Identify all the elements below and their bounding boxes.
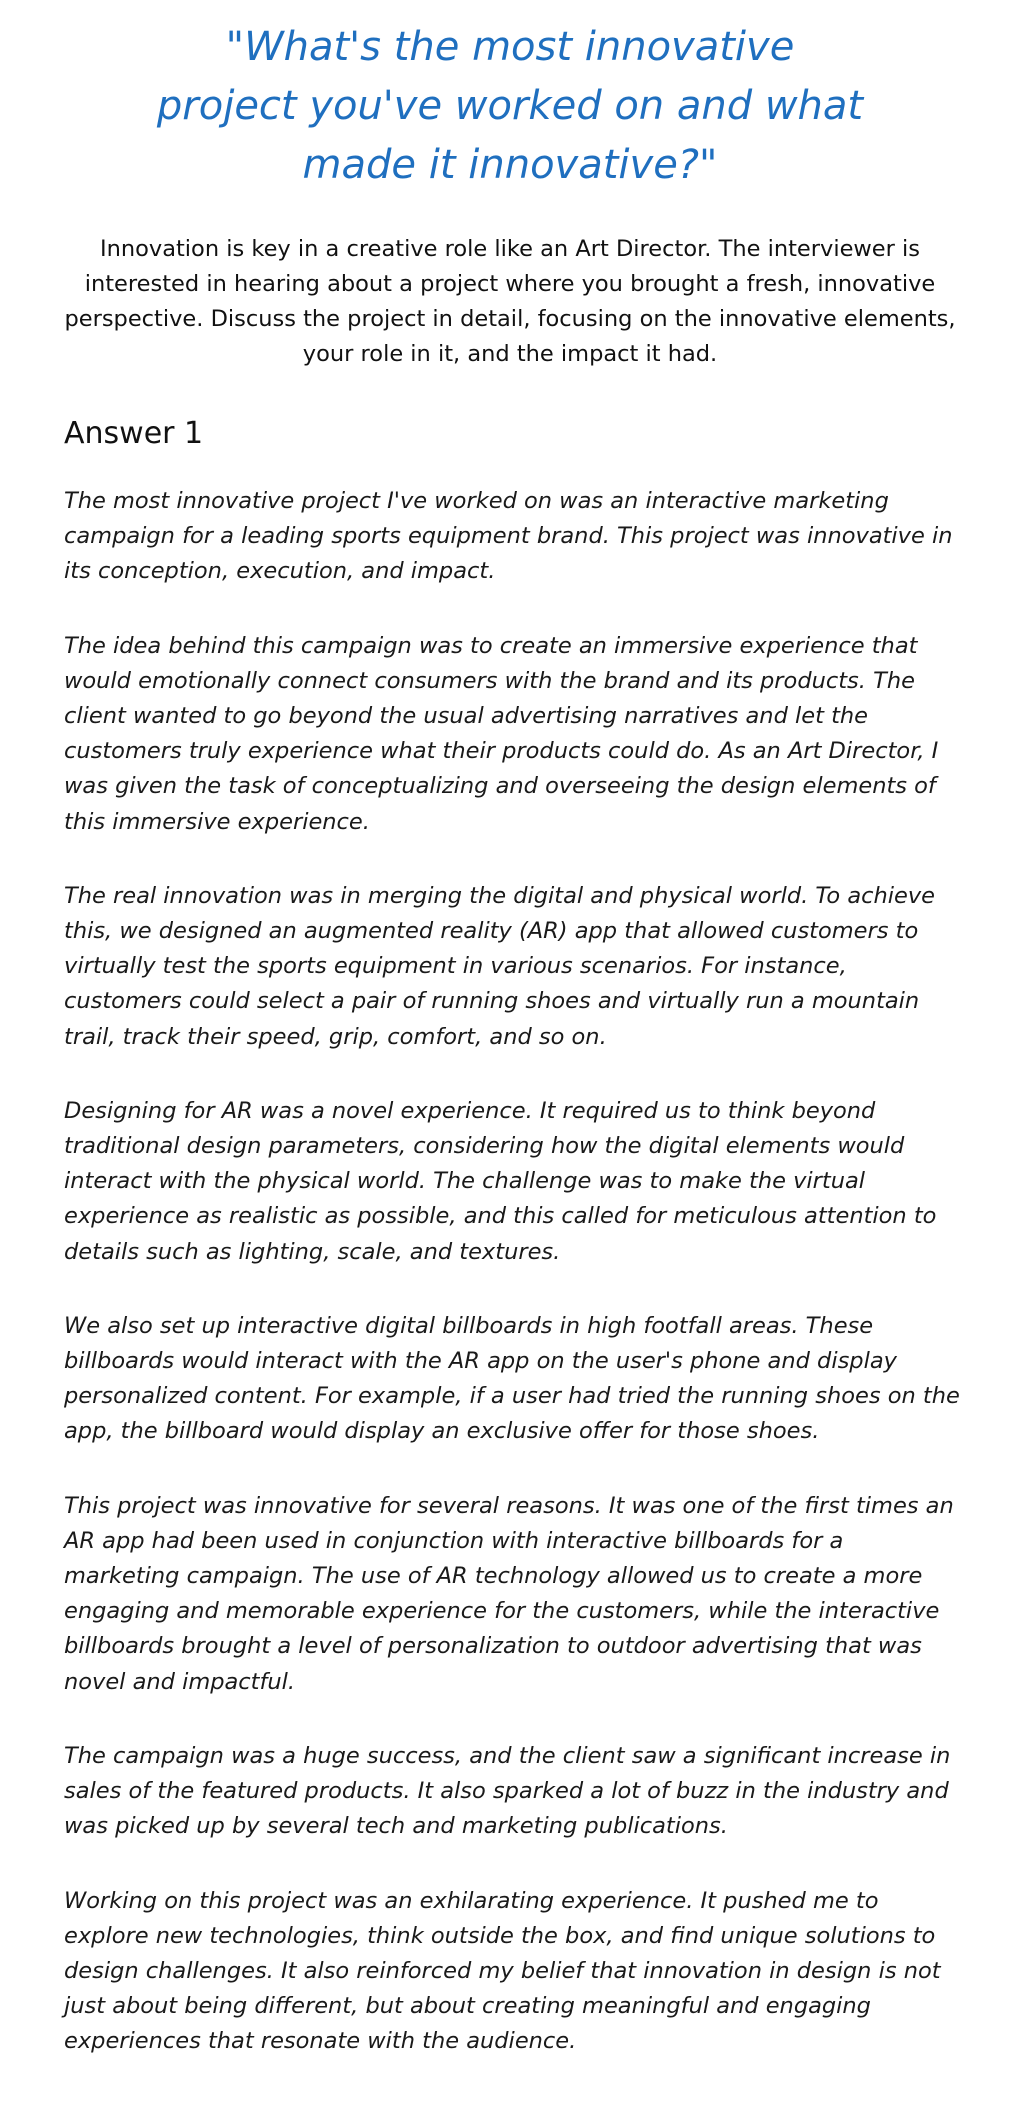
answer-paragraph: The real innovation was in merging the digital and physical world. To achieve this, we designed an augmented reality (AR) app that allowed customers to virtually test the sports equipment in various scenarios. For instance, customers could select a pair of running shoes and virtually run a mountain trail, track their speed, grip, comfort, and so on. <box>64 882 935 1050</box>
answer-paragraph: The idea behind this campaign was to create an immersive experience that would emotionally connect consumers with the brand and its products. The client wanted to go beyond the usual advertising narratives and let the customers truly experience what their products could do. As an Art Director, I was given the task of conceptualizing and overseeing the design elements of this immersive experience. <box>64 632 939 835</box>
question-title: "What's the most innovative project you've worked on and what made it innovative?" <box>156 24 864 188</box>
answer-body <box>64 484 964 2099</box>
answer-paragraph: We also set up interactive digital billboards in high footfall areas. These billboards would interact with the AR app on the user's phone and display personalized content. For example, if a user had tried the running shoes on the app, the billboard would display an exclusive offer for those shoes. <box>64 1312 960 1445</box>
answer-paragraph: The campaign was a huge success, and the client saw a significant increase in sales of the featured products. It also sparked a lot of buzz in the industry and was picked up by several tech and marketing publications. <box>64 1742 951 1840</box>
answer-paragraph: Working on this project was an exhilarating experience. It pushed me to explore new technologies, think outside the box, and find unique solutions to design challenges. It also reinforced my belief that innovation in design is not just about being different, but about creating meaningful and engaging experiences that resonate with the audience. <box>64 1887 941 2055</box>
answer-heading: Answer 1 <box>64 416 204 451</box>
answer-paragraph: The most innovative project I've worked on was an interactive marketing campaign for a leading sports equipment brand. This project was innovative in its conception, execution, and impact. <box>64 488 953 585</box>
answer-paragraph: This project was innovative for several reasons. It was one of the first times an AR app had been used in conjunction with interactive billboards for a marketing campaign. The use of AR technology allowed us to create a more engaging and memorable experience for the customers, while the interactive billboards brought a level of personalization to outdoor advertising that was novel and impactful. <box>64 1492 954 1695</box>
answer-paragraph: Designing for AR was a novel experience. It required us to think beyond traditional design parameters, considering how the digital elements would interact with the physical world. The challenge was to make the virtual experience as realistic as possible, and this called for meticulous attention to details such as lighting, scale, and textures. <box>64 1097 937 1265</box>
question-intro: Innovation is key in a creative role like an Art Director. The interviewer is interested in hearing about a project where you brought a fresh, innovative perspective. Discuss the project in detail, focusing on the innovative elements, your role in it, and the impact it had. <box>64 236 956 367</box>
